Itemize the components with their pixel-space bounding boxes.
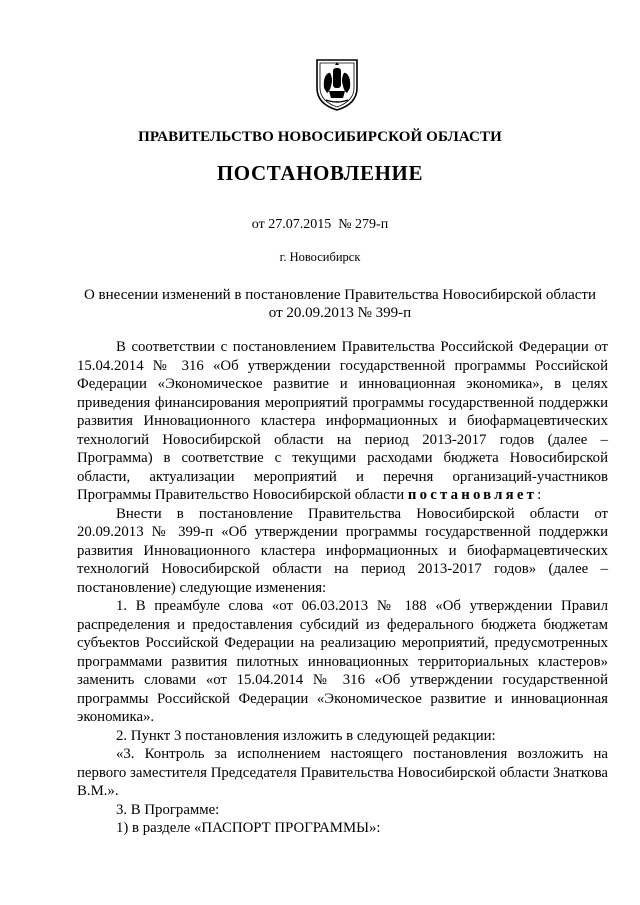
item-2-paragraph: 2. Пункт 3 постановления изложить в следующей редакции: [116, 727, 496, 744]
document-subject [60, 287, 620, 322]
document-body [77, 338, 608, 838]
intro-paragraph: Внести в постановление Правительства Новосибирской области от 20.09.2013 № 399-п «Об утверждении программы государственной поддержки развития Инновационного кластера информационных и биофармацевтических технологий Новосибирской области на период 2013-2017 годов» (далее – постановление) следующие изменения: [77, 505, 608, 596]
preamble-text: В соответствии с постановлением Правительства Российской Федерации от 15.04.2014 № 316 «Об утверждении государственной программы Российской Федерации «Экономическое развитие и инновационная экономика», в целях приведения финансирования мероприятий программы государственной поддержки развития Инновационного кластера информационных и биофармацевтических технологий Новосибирской области на период 2013-2017 годов (далее – Программа) в соответствие с текущими расходами бюджета Новосибирской области, актуализации мероприятий и перечня организаций-участников Программы Правительство Новосибирской области [77, 339, 608, 503]
item-2-quote-paragraph: «3. Контроль за исполнением настоящего постановления возложить на первого заместителя Председателя Правительства Новосибирской области Знаткова В.М.». [77, 746, 608, 799]
document-type-heading: ПОСТАНОВЛЕНИЕ [216, 161, 424, 185]
novosibirsk-coat-of-arms-icon [315, 58, 359, 112]
decree-word: постановляет [407, 487, 538, 503]
subject-line-1: О внесении изменений в постановление Правительства Новосибирской области [83, 287, 597, 303]
item-3-1-paragraph: 1) в разделе «ПАСПОРТ ПРОГРАММЫ»: [116, 820, 381, 836]
preamble-paragraph [77, 338, 608, 505]
government-title: ПРАВИТЕЛЬСТВО НОВОСИБИРСКОЙ ОБЛАСТИ [138, 129, 502, 145]
decree-colon: : [537, 487, 542, 503]
item-1-paragraph: 1. В преамбуле слова «от 06.03.2013 № 188 «Об утверждении Правил распределения и предоставления субсидий из федерального бюджета бюджетам субъектов Российской Федерации на реализацию мероприятий, предусмотренных программами развития пилотных инновационных территориальных кластеров» заменить словами «от 15.04.2014 № 316 «Об утверждении государственной программы Российской Федерации «Экономическое развитие и инновационная экономика». [77, 598, 608, 725]
document-city: г. Новосибирск [279, 250, 361, 264]
item-3-paragraph: 3. В Программе: [116, 801, 220, 818]
subject-line-2: от 20.09.2013 № 399-п [268, 304, 412, 321]
document-date-number: от 27.07.2015 № 279-п [251, 217, 389, 232]
